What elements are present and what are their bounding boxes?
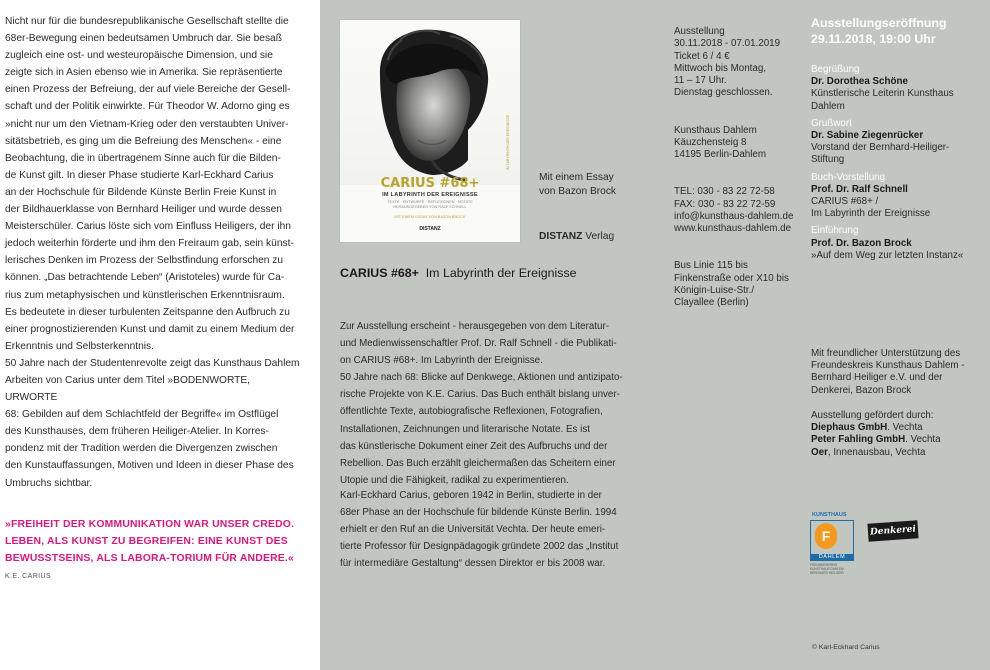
transport-info: Bus Linie 115 bis Finkenstraße oder X10 bis Königin-Luise-Str./ Clayallee (Berlin) [674,260,789,309]
program-section [811,118,986,167]
section-speaker: Dr. Sabine Ziegenrücker [811,130,924,142]
section-description: Vorstand der Bernhard-Heiliger- Stiftung [811,142,950,166]
section-speaker: Prof. Dr. Bazon Brock [811,237,912,249]
logo-frame [810,520,854,556]
publisher-line [539,231,614,242]
section-label: Buch-Vorstellung [811,171,886,183]
section-label: Grußwort [811,117,852,129]
section-speaker: Prof. Dr. Ralf Schnell [811,183,908,195]
denkerei-logo: Denkerei [867,520,918,541]
book-description: Zur Ausstellung erscheint - herausgegeben von dem Literatur- und Medienwissenschaftler Prof. Dr. Ralf Schnell - die Publikati- on CARIUS #68+. Im Labyrinth der Ereignisse. 50 Jahre nach 68: Blicke auf Denkwege, Aktionen und antizipato- rische Projekte von K.E. Carius. Das Buch enthält bislang unver- öffentlichte Texte, autobiografische Reflexionen, Fotografien, Installationen, Zeichnungen und literarische Notate. Es ist das künstlerische Dokument einer Zeit des Aufbruchs und der Rebellion. Das Buch erzählt gleichermaßen das Scheitern einer Utopie und die Fähigkeit, radikal zu experimentieren. [340,321,623,486]
cover-subtitle: IM LABYRINTH DER EREIGNISSE [382,192,478,198]
publisher-suffix: Verlag [582,231,615,242]
logo-kunsthaus-text: KUNSTHAUS [812,512,847,518]
sponsor-name: Oer [811,446,828,458]
program-section [811,64,986,113]
sponsors [811,410,986,459]
section-description: CARIUS #68+ / Im Labyrinth der Ereignisse [811,196,931,220]
program-section [811,225,986,262]
support-text: Mit freundlicher Unterstützung des Freundeskreis Kunsthaus Dahlem - Bernhard Heiliger e.V. und der Denkerei, Bazon Brock [811,348,965,396]
section-description: Künstlerische Leiterin Kunsthaus Dahlem [811,88,954,112]
cover-spine-text: IM LABYRINTH DER EREIGNISSE [506,114,510,170]
left-panel [0,0,320,670]
cover-publisher: DISTANZ [419,226,441,232]
program-section [811,172,986,221]
sponsor-line [811,434,986,446]
intro-text: Nicht nur für die bundesrepublikanische Gesellschaft stellte die 68er-Bewegung einen bedeutsamen Umbruch dar. Sie besaß zugleich eine ost- und westeuropäische Dimension, und sie zeigte sich in Asien ebenso wie in Amerika. Sie repräsentierte einen Prozess der Befreiung, der auf viele Bereiche der Gesell- schaft und der Politik einwirkte. Für Theodor W. Adorno ging es »nicht nur um den Vietnam-Krieg oder den verstaubten Univer- sitätsbetrieb, es ging um die Befreiung des Menschen« - eine Beobachtung, die in übertragenem Sinne auch für die Bilden- de Kunst gilt. In dieser Phase studierte Karl-Eckhard Carius an der Hochschule für Bildende Künste Berlin Freie Kunst in der Bildhauerklasse von Bernhard Heiliger und wurde dessen Meisterschüler. Carius löste sich vom Einfluss Heiligers, der ihn jedoch weiterhin förderte und ihm den Freiraum gab, sein künst- lerisches Denken im Prozess der Selbstfindung erforschen zu können. „Das betrachtende Leben“ (Aristoteles) wurde für Ca- rius zum metaphysischen und künstlerischen Erkenntnisraum. Es bedeutete in dieser turbulenten Zeitspanne den Aufbruch zu einer prognostizierenden Kunst und damit zu einem Medium der Erkenntnis und Selbsterkenntnis. 50 Jahre nach der Studentenrevolte zeigt das Kunsthaus Dahlem Arbeiten von Carius unter dem Titel »BODENWORTE, URWORTE 68: Gebilden auf dem Schlachtfeld der Begriffe« im Ostflügel des Kunsthauses, dem früheren Heiliger-Atelier. In Korres- pondenz mit der Tradition werden die Divergenzen zwischen den Kunstauffassungen, Motiven und Ideen in dieser Phase des Umbruchs sichtbar. [5,16,300,489]
sponsor-location: . Vechta [905,434,941,446]
cover-small-text: TEXTE · ENTWÜRFE · REFLEXIONEN · NOTATE HERAUSGEGEBEN VON RALF SCHNELL [387,200,473,209]
book-heading [340,266,577,280]
contact-info: TEL: 030 - 83 22 72-58 FAX: 030 - 83 22 72-59 info@kunsthaus-dahlem.de www.kunsthaus-dahlem.de [674,186,794,235]
info-column [674,14,804,334]
pull-quote [5,516,305,585]
opening-program [811,16,986,262]
sponsor-line [811,422,986,434]
cover-series-text: MIT EINEM ESSAY VON BAZON BROCK [394,215,466,219]
cover-title: CARIUS #68+ [380,176,480,191]
book-cover [340,20,520,242]
sponsor-name: Peter Fahling GmbH [811,434,906,446]
opening-title: Ausstellungseröffnung 29.11.2018, 19:00 Uhr [811,16,947,46]
book-heading-title: CARIUS #68+ [340,266,419,280]
sponsor-name: Diephaus GmbH [811,422,888,434]
exhibition-info: Ausstellung 30.11.2018 - 07.01.2019 Ticket 6 / 4 € Mittwoch bis Montag, 11 – 17 Uhr. Dienstag geschlossen. [674,26,781,99]
logo-f-mark: F [815,523,837,549]
publisher-name: DISTANZ [539,231,583,242]
freundeskreis-logo [808,512,854,576]
logo-subtext: FREUNDESKREIS KUNSTHAUS DAHLEM BERNHARD HEILIGER [810,563,844,575]
quote-author: K.E. CARIUS [5,573,52,580]
sponsor-location: . Vechta [887,422,923,434]
copyright: © Karl-Eckhard Carius [812,644,880,651]
sponsors-intro: Ausstellung gefördert durch: [811,410,934,421]
address-info: Kunsthaus Dahlem Käuzchensteig 8 14195 Berlin-Dahlem [674,124,767,161]
section-label: Einführung [811,225,859,237]
sponsor-location: , Innenausbau, Vechta [827,446,926,458]
section-label: Begrüßung [811,64,860,75]
section-description: »Auf dem Weg zur letzten Instanz« [811,249,964,261]
logo-dahlem-text: DAHLEM [810,554,854,561]
book-heading-subtitle: Im Labyrinth der Ereignisse [418,266,577,280]
cover-portrait [340,20,520,185]
quote-text: »FREIHEIT DER KOMMUNIKATION WAR UNSER CREDO. LEBEN, ALS KUNST ZU BEGREIFEN: EINE KUNST DES BEWUSSTSEINS, ALS LABORA-TORIUM FÜR ANDERE.« [5,519,295,564]
sponsor-line [811,447,986,459]
section-speaker: Dr. Dorothea Schöne [811,76,908,88]
essay-note: Mit einem Essay von Bazon Brock [539,172,617,197]
artist-bio: Karl-Eckhard Carius, geboren 1942 in Berlin, studierte in der 68er Phase an der Hochschule für bildende Künste Berlin. 1994 erhielt er den Ruf an die Universität Vechta. Der heute emeri- tierte Professor für Designpädagogik gründete 2002 das „Institut für intermediäre Gestaltung“ dessen Direktor er bis 2008 war. [340,490,619,570]
